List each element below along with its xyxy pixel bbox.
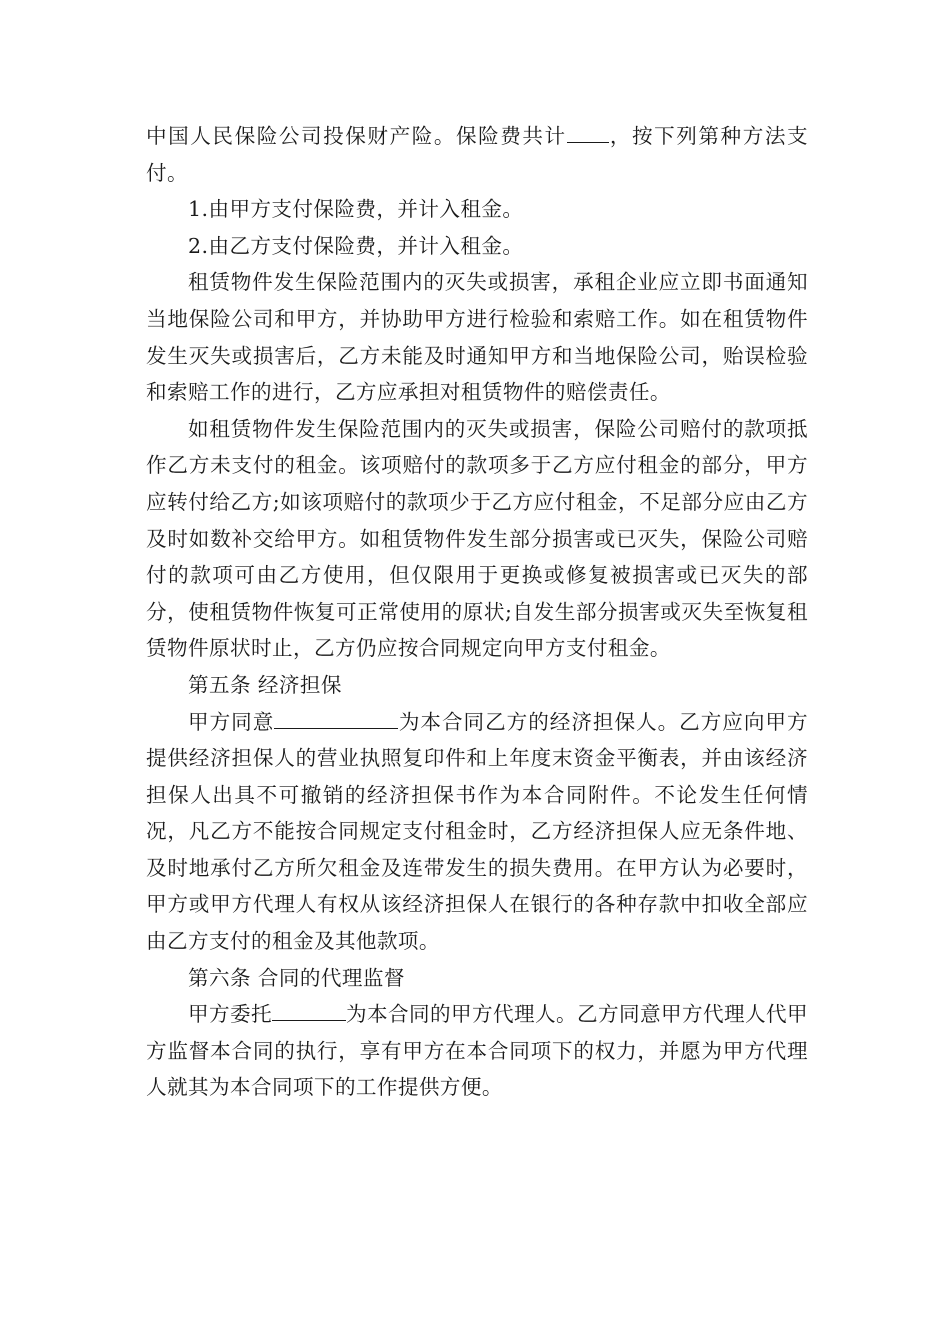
fill-in-blank-guarantor: [274, 708, 398, 729]
paragraph-loss-notification: 租赁物件发生保险范围内的灭失或损害，承租企业应立即书面通知当地保险公司和甲方，并协助甲方进行检验和索赔工作。如在租赁物件发生灭失或损害后，乙方未能及时通知甲方和当地保险公司，贻误检验和索赔工作的进行，乙方应承担对租赁物件的赔偿责任。: [146, 270, 808, 405]
fill-in-blank-agent: [272, 1000, 346, 1021]
paragraph-text: 中国人民保险公司投保财产险。保险费共计: [146, 124, 567, 148]
fill-in-blank-premium: [567, 122, 609, 143]
paragraph-text: 甲方同意: [188, 709, 275, 734]
option-item-2: 2.由乙方支付保险费，并计入租金。: [188, 233, 524, 258]
paragraph-agent: [146, 996, 808, 1106]
paragraph-text: 为本合同乙方的经济担保人。乙方应向甲方提供经济担保人的营业执照复印件和上年度末资金平衡表，并由该经济担保人出具不可撤销的经济担保书作为本合同附件。不论发生任何情况，凡乙方不能按合同规定支付租金时，乙方经济担保人应无条件地、及时地承付乙方所欠租金及连带发生的损失费用。在甲方认为必要时，甲方或甲方代理人有权从该经济担保人在银行的各种存款中扣收全部应由乙方支付的租金及其他款项。: [146, 709, 808, 954]
section-heading-article-6: 第六条 合同的代理监督: [188, 965, 405, 990]
paragraph-text: 为本合同的甲方代理人。乙方同意甲方代理人代甲方监督本合同的执行，享有甲方在本合同项下的权力，并愿为甲方代理人就其为本合同项下的工作提供方便。: [146, 1002, 808, 1100]
option-item-1: 1.由甲方支付保险费，并计入租金。: [188, 197, 524, 222]
document-page: [146, 118, 808, 1106]
paragraph-guarantor: [146, 704, 808, 960]
paragraph-text: 甲方委托: [188, 1002, 272, 1027]
paragraph-insurance-premium: [146, 118, 808, 191]
section-heading-article-5: 第五条 经济担保: [188, 672, 342, 697]
paragraph-text: ，按下列第种方法支付。: [146, 124, 808, 185]
paragraph-insurance-compensation: 如租赁物件发生保险范围内的灭失或损害，保险公司赔付的款项抵作乙方未支付的租金。该项赔付的款项多于乙方应付租金的部分，甲方应转付给乙方;如该项赔付的款项少于乙方应付租金，不足部分应由乙方及时如数补交给甲方。如租赁物件发生部分损害或已灭失，保险公司赔付的款项可由乙方使用，但仅限用于更换或修复被损害或已灭失的部分，使租赁物件恢复可正常使用的原状;自发生部分损害或灭失至恢复租赁物件原状时止，乙方仍应按合同规定向甲方支付租金。: [146, 416, 808, 661]
